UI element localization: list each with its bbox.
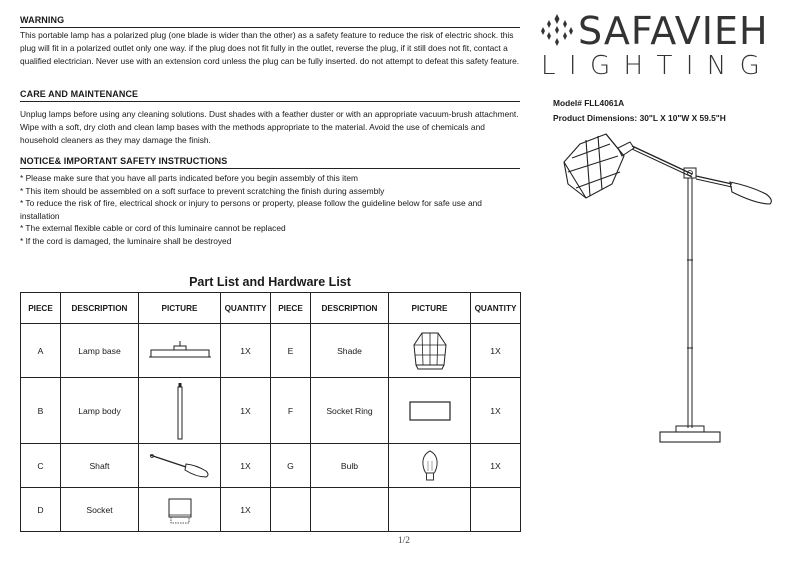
notice-title: NOTICE& IMPORTANT SAFETY INSTRUCTIONS xyxy=(20,156,520,169)
lamp-shade-drawing xyxy=(564,134,624,198)
picture-cell xyxy=(389,324,471,378)
picture-cell xyxy=(139,324,221,378)
description-cell: Shade xyxy=(311,324,389,378)
quantity-cell: 1X xyxy=(221,378,271,444)
picture-cell xyxy=(389,444,471,488)
table-header-row xyxy=(21,293,521,324)
description-cell: Bulb xyxy=(311,444,389,488)
notice-item: * To reduce the risk of fire, electrical shock or injury to persons or property, please follow the guideline below for safe use and installation xyxy=(20,198,482,221)
shaft-illustration xyxy=(148,451,212,481)
notice-item: * If the cord is damaged, the luminaire shall be destroyed xyxy=(20,235,232,246)
header-piece: PIECE xyxy=(271,293,311,324)
picture-cell xyxy=(139,488,221,532)
quantity-cell: 1X xyxy=(471,378,521,444)
quantity-cell: 1X xyxy=(221,488,271,532)
piece-cell: A xyxy=(21,324,61,378)
empty-cell xyxy=(271,488,311,532)
care-text: Unplug lamps before using any cleaning solutions. Dust shades with a feather duster or with an appropriate vacuum-brush attachment. Wipe with a soft, dry cloth and clean lamp bases with the methods appropriate to the material. Avoid the use of chemicals and household cleaners as they may damage the finish. xyxy=(20,109,519,145)
model-line xyxy=(553,98,624,108)
brand-sub: LIGHTING xyxy=(541,51,774,81)
header-quantity: QUANTITY xyxy=(471,293,521,324)
header-picture: PICTURE xyxy=(389,293,471,324)
warning-text: This portable lamp has a polarized plug (one blade is wider than the other) as a safety feature to reduce the risk of electric shock. this plug will fit in a polarized outlet only one way. if the plug does not fit fully in the outlet, reverse the plug, if it still does not fit, contact a qualified electrician. Never use with an extension cord unless the plug can be fully inserted. do not attempt to defeat this safety feature. xyxy=(20,30,520,66)
floor-lamp-illustration xyxy=(560,128,780,450)
header-quantity: QUANTITY xyxy=(221,293,271,324)
picture-cell xyxy=(389,378,471,444)
lamp-body-illustration xyxy=(175,381,185,441)
description-cell: Socket Ring xyxy=(311,378,389,444)
quantity-cell: 1X xyxy=(471,444,521,488)
table-row xyxy=(21,378,521,444)
dimensions-line xyxy=(553,113,726,123)
dimensions-value: 30"L X 10"W X 59.5"H xyxy=(639,113,726,123)
warning-title: WARNING xyxy=(20,15,520,28)
piece-cell: E xyxy=(271,324,311,378)
piece-cell: C xyxy=(21,444,61,488)
piece-cell: F xyxy=(271,378,311,444)
picture-cell xyxy=(139,444,221,488)
socket-ring-illustration xyxy=(408,399,452,423)
socket-illustration xyxy=(165,495,195,525)
model-number: FLL4061A xyxy=(584,98,625,108)
empty-cell xyxy=(311,488,389,532)
parts-table xyxy=(20,292,521,532)
table-row xyxy=(21,488,521,532)
table-row xyxy=(21,324,521,378)
piece-cell: B xyxy=(21,378,61,444)
empty-cell xyxy=(389,488,471,532)
description-cell: Lamp base xyxy=(61,324,139,378)
notice-item: * Please make sure that you have all parts indicated before you begin assembly of this item xyxy=(20,173,358,183)
quantity-cell: 1X xyxy=(221,324,271,378)
piece-cell: G xyxy=(271,444,311,488)
piece-cell: D xyxy=(21,488,61,532)
shade-illustration xyxy=(410,329,450,373)
notice-list xyxy=(20,172,522,247)
bulb-illustration xyxy=(420,449,440,483)
header-description: DESCRIPTION xyxy=(61,293,139,324)
notice-item: * The external flexible cable or cord of this luminaire cannot be replaced xyxy=(20,223,286,233)
brand-name: SAFAVIEH xyxy=(578,9,769,53)
chandelier-logo-icon xyxy=(540,12,574,48)
description-cell: Shaft xyxy=(61,444,139,488)
page-number: 1/2 xyxy=(397,536,411,546)
model-label: Model# xyxy=(553,98,582,108)
header-picture: PICTURE xyxy=(139,293,221,324)
header-description: DESCRIPTION xyxy=(311,293,389,324)
dimensions-label: Product Dimensions: xyxy=(553,113,638,123)
description-cell: Lamp body xyxy=(61,378,139,444)
table-row xyxy=(21,444,521,488)
header-piece: PIECE xyxy=(21,293,61,324)
quantity-cell: 1X xyxy=(221,444,271,488)
picture-cell xyxy=(139,378,221,444)
notice-item: * This item should be assembled on a soft surface to prevent scratching the finish during assembly xyxy=(20,185,385,196)
care-title: CARE AND MAINTENANCE xyxy=(20,89,520,102)
lamp-base-illustration xyxy=(147,340,213,362)
description-cell: Socket xyxy=(61,488,139,532)
empty-cell xyxy=(471,488,521,532)
parts-table-title: Part List and Hardware List xyxy=(189,275,351,289)
quantity-cell: 1X xyxy=(471,324,521,378)
